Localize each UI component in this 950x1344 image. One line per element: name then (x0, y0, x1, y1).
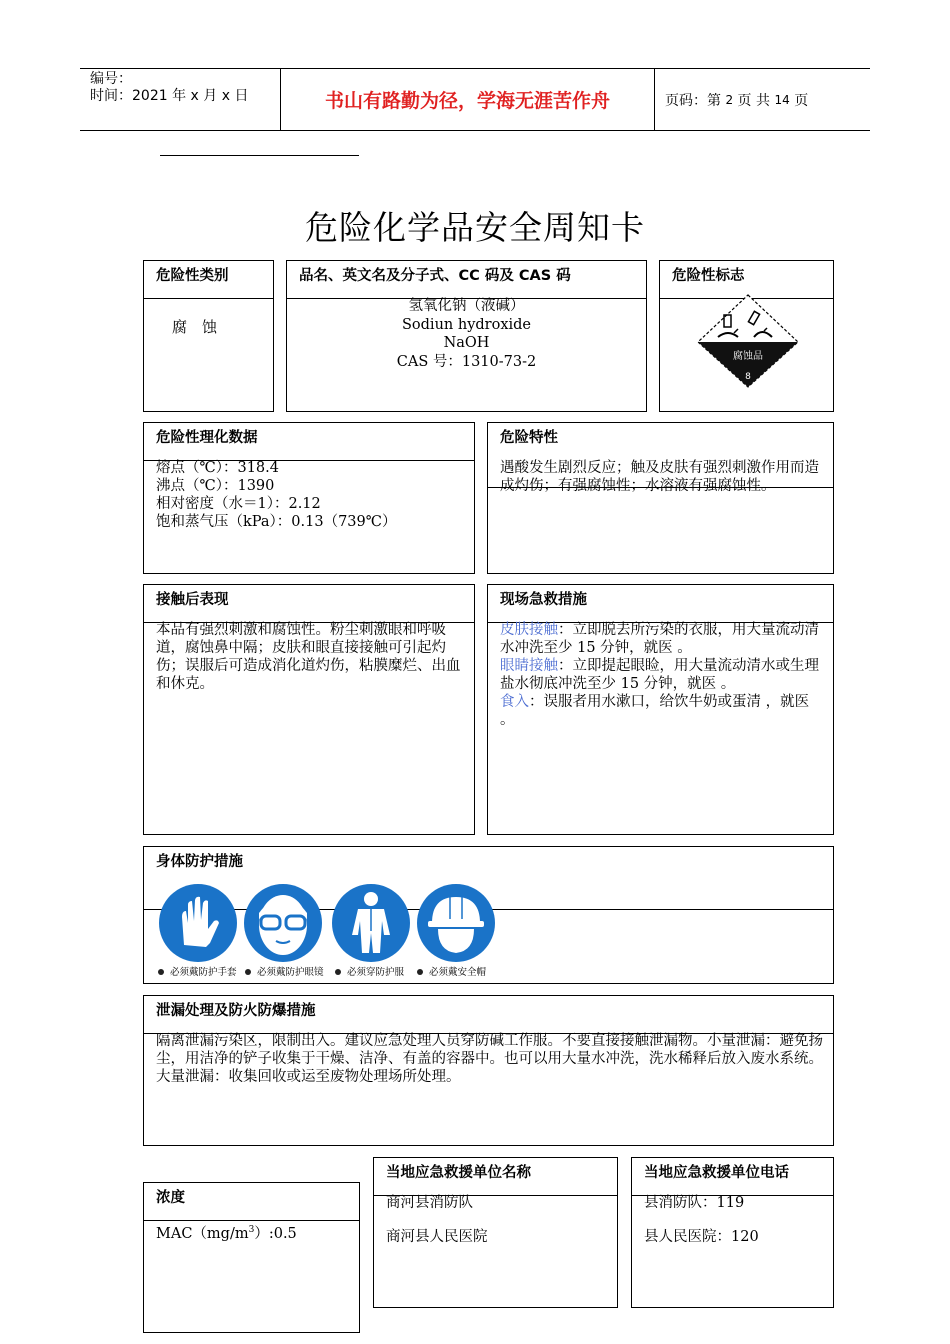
vapor-pressure: 饱和蒸气压（kPa）：0.13（739℃） (156, 514, 397, 530)
hazard-props-heading: 危险特性 (500, 430, 558, 446)
rescue-phone-list (644, 1194, 823, 1246)
physchem-heading: 危险性理化数据 (144, 423, 474, 461)
exposure-box (143, 584, 475, 835)
hazard-props-text: 遇酸发生剧烈反应；触及皮肤有强烈刺激作用而造成灼伤；有强腐蚀性；水溶液有强腐蚀性。 (500, 460, 819, 494)
identity-heading: 品名、英文名及分子式、CC 码及 CAS 码 (287, 261, 646, 299)
hazard-class-box (143, 260, 274, 412)
mac-value: $MAC(mg/m^3):0.5$ (156, 1225, 297, 1242)
rescue-unit-heading: 当地应急救援单位名称 (374, 1158, 617, 1196)
hazard-class-value: 腐 蚀 (172, 318, 218, 336)
spill-text: 隔离泄漏污染区，限制出入。建议应急处理人员穿防碱工作服。不要直接接触泄漏物。小量泄漏：避免扬尘，用洁净的铲子收集于干燥、洁净、有盖的容器中。也可以用大量水冲洗，洗水稀释后放入废水系统。大量泄漏：收集回收或运至废物处理场所处理。 (156, 1033, 823, 1085)
ingestion: 食入：误服者用水漱口，给饮牛奶或蛋清 ，就医 。 (500, 694, 810, 728)
caption-helmet: 必须戴安全帽 (429, 967, 487, 978)
page-header (80, 68, 870, 131)
first-aid-body (500, 621, 823, 729)
cas-number: CAS 号：1310-73-2 (396, 353, 537, 370)
first-aid-heading: 现场急救措施 (488, 585, 833, 623)
first-aid-box (487, 584, 834, 835)
caption-suit: 必须穿防护服 (347, 967, 405, 978)
protection-heading: 身体防护措施 (144, 847, 833, 910)
rescue-phone-box (631, 1157, 834, 1308)
identity-box (286, 260, 647, 412)
safety-helmet-icon (417, 884, 495, 962)
protective-suit-icon (332, 884, 410, 962)
sign-class-number: 8 (745, 372, 751, 382)
hazard-sign-box (659, 260, 834, 412)
sign-label: 腐蚀品 (733, 351, 763, 362)
corrosive-sign-icon (694, 293, 802, 389)
caption-goggles: 必须戴防护眼镜 (257, 967, 324, 978)
caption-gloves: 必须戴防护手套 (170, 967, 237, 978)
skin-contact: 皮肤接触：立即脱去所污染的衣服，用大量流动清水冲洗至少 15 分钟，就医 。 (500, 622, 819, 656)
hazard-class-heading: 危险性类别 (144, 261, 273, 299)
name-en: Sodiun hydroxide (401, 316, 532, 333)
spill-box (143, 995, 834, 1146)
time-label: 时间：2021 年 x 月 x 日 (90, 88, 249, 104)
exposure-text: 本品有强烈刺激和腐蚀性。粉尘刺激眼和呼吸道，腐蚀鼻中隔；皮肤和眼直接接触可引起灼伤；误服后可造成消化道灼伤，粘膜糜烂、出血和休克。 (156, 622, 461, 692)
ppe-icons (158, 883, 503, 978)
gloves-icon (159, 884, 237, 962)
melting-point: 熔点（℃）：318.4 (156, 460, 279, 476)
concentration-heading: 浓度 (144, 1183, 359, 1221)
rescue-unit-item: 商河县消防队 (386, 1195, 473, 1211)
eye-contact: 眼睛接触：立即提起眼睑，用大量流动清水或生理盐水彻底冲洗至少 15 分钟，就医 。 (500, 658, 819, 692)
page-total: 14 (774, 92, 790, 107)
concentration-box (143, 1182, 360, 1333)
hazard-props-box (487, 422, 834, 574)
rescue-phone-item: 县人民医院：120 (644, 1229, 759, 1245)
physchem-body (156, 459, 464, 531)
page-indicator: 页码：第 2 页 共 14 页 (665, 92, 809, 109)
protection-box (143, 846, 834, 984)
name-cn: 氢氧化钠（液碱） (408, 298, 525, 314)
rescue-unit-list (386, 1194, 607, 1246)
rescue-phone-item: 县消防队：119 (644, 1195, 745, 1211)
spill-heading: 泄漏处理及防火防爆措施 (144, 996, 833, 1034)
goggles-icon (244, 884, 322, 962)
physchem-box (143, 422, 475, 574)
rescue-phone-heading: 当地应急救援单位电话 (632, 1158, 833, 1196)
ppe-captions (158, 966, 487, 978)
header-motto: 书山有路勤为径，学海无涯苦作舟 (281, 69, 655, 130)
rescue-unit-box (373, 1157, 618, 1308)
identity-body (287, 297, 646, 371)
relative-density: 相对密度（水＝1）：2.12 (156, 496, 321, 512)
number-label: 编号： (90, 71, 132, 87)
boiling-point: 沸点（℃）：1390 (156, 478, 275, 494)
header-meta (80, 69, 281, 130)
exposure-heading: 接触后表现 (144, 585, 474, 623)
page-title: 危险化学品安全周知卡 (305, 208, 645, 247)
rescue-unit-item: 商河县人民医院 (386, 1229, 488, 1245)
divider-line (160, 155, 359, 156)
page-current: 2 (725, 92, 734, 107)
hazard-sign-heading: 危险性标志 (660, 261, 833, 299)
formula: NaOH (443, 335, 490, 351)
